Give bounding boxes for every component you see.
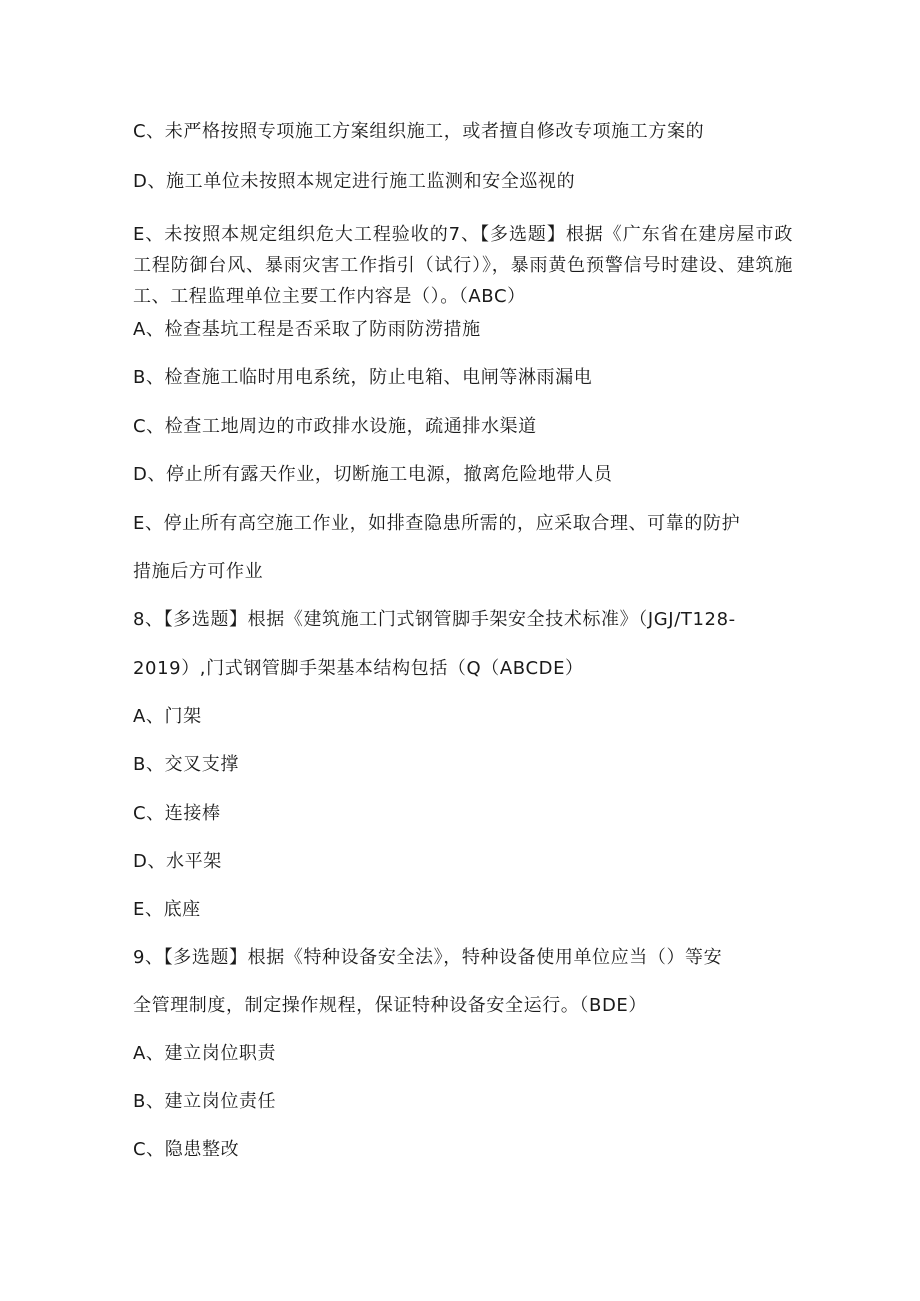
- option-b-line: B、建立岗位责任: [133, 1091, 277, 1112]
- option-b-line: B、检查施工临时用电系统，防止电箱、电闸等淋雨漏电: [133, 367, 593, 388]
- question-9-line: 9、【多选题】根据《特种设备安全法》，特种设备使用单位应当（）等安: [133, 947, 723, 968]
- option-e-line: E、底座: [133, 899, 201, 920]
- option-b-line: B、交叉支撑: [133, 754, 239, 775]
- option-a-line: A、建立岗位职责: [133, 1043, 277, 1064]
- option-e-line: E、停止所有高空施工作业，如排查隐患所需的，应采取合理、可靠的防护: [133, 513, 741, 534]
- option-e-continuation: 措施后方可作业: [133, 561, 264, 582]
- option-c-line: C、检查工地周边的市政排水设施，疏通排水渠道: [133, 416, 537, 437]
- option-c-line: C、隐患整改: [133, 1139, 240, 1160]
- question-7-paragraph: E、未按照本规定组织危大工程验收的7、【多选题】根据《广东省在建房屋市政工程防御台风、暴雨灾害工作指引（试行）》，暴雨黄色预警信号时建设、建筑施工、工程监理单位主要工作内容是（）。（ABC）: [133, 224, 793, 307]
- option-c-line: C、未严格按照专项施工方案组织施工，或者擅自修改专项施工方案的: [133, 121, 705, 142]
- question-9-continuation: 全管理制度，制定操作规程，保证特种设备安全运行。（BDE）: [133, 995, 647, 1016]
- option-d-line: D、施工单位未按照本规定进行施工监测和安全巡视的: [133, 171, 576, 192]
- option-d-line: D、停止所有露天作业，切断施工电源，撤离危险地带人员: [133, 464, 613, 485]
- option-c-line: C、连接棒: [133, 803, 221, 824]
- option-d-line: D、水平架: [133, 851, 222, 872]
- option-a-line: A、检查基坑工程是否采取了防雨防涝措施: [133, 319, 481, 340]
- question-8-continuation: 2019）,门式钢管脚手架基本结构包括（Q（ABCDE）: [133, 658, 584, 679]
- question-8-line: 8、【多选题】根据《建筑施工门式钢管脚手架安全技术标准》（JGJ/T128-: [133, 609, 736, 630]
- option-a-line: A、门架: [133, 706, 202, 727]
